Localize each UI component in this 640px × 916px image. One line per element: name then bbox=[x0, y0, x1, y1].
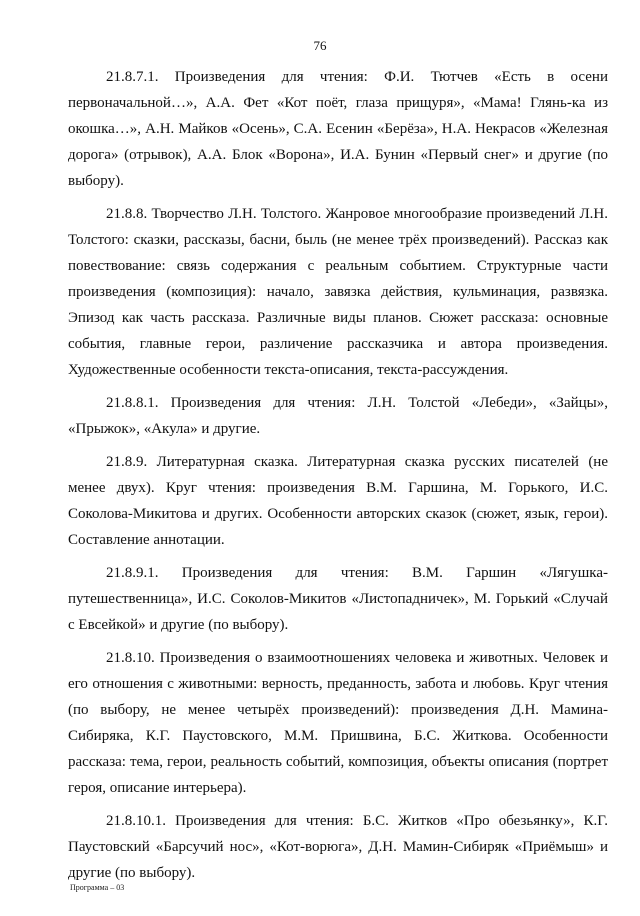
paragraph-21-8-9-1: 21.8.9.1. Произведения для чтения: В.М. Гаршин «Лягушка-путешественница», И.С. Соколов-Микитов «Листопадничек», М. Горький «Случай с Евсейкой» и другие (по выбору). bbox=[68, 565, 608, 633]
document-body bbox=[68, 64, 608, 893]
paragraph-21-8-9: 21.8.9. Литературная сказка. Литературная сказка русских писателей (не менее двух). Круг чтения: произведения В.М. Гаршина, М. Горького, И.С. Соколова-Микитова и других. Особенности авторских сказок (сюжет, язык, герои). Составление аннотации. bbox=[68, 454, 608, 548]
footer-label: Программа – 03 bbox=[70, 883, 125, 892]
page-number: 76 bbox=[313, 38, 327, 53]
paragraph-21-8-10: 21.8.10. Произведения о взаимоотношениях человека и животных. Человек и его отношения с животными: верность, преданность, забота и любовь. Круг чтения (по выбору, не менее четырёх произведений): произведения Д.Н. Мамина-Сибиряка, К.Г. Паустовского, М.М. Пришвина, Б.С. Житкова. Особенности рассказа: тема, герои, реальность событий, композиция, объекты описания (портрет героя, описание интерьера). bbox=[68, 650, 608, 796]
paragraph-21-8-10-1: 21.8.10.1. Произведения для чтения: Б.С. Житков «Про обезьянку», К.Г. Паустовский «Барсучий нос», «Кот-ворюга», Д.Н. Мамин-Сибиряк «Приёмыш» и другие (по выбору). bbox=[68, 813, 608, 881]
paragraph-21-8-7-1: 21.8.7.1. Произведения для чтения: Ф.И. Тютчев «Есть в осени первоначальной…», А.А. Фет «Кот поёт, глаза прищуря», «Мама! Глянь-ка из окошка…», А.Н. Майков «Осень», С.А. Есенин «Берёза», Н.А. Некрасов «Железная дорога» (отрывок), А.А. Блок «Ворона», И.А. Бунин «Первый снег» и другие (по выбору). bbox=[68, 69, 608, 189]
paragraph-21-8-8-1: 21.8.8.1. Произведения для чтения: Л.Н. Толстой «Лебеди», «Зайцы», «Прыжок», «Акула» и другие. bbox=[68, 395, 608, 437]
paragraph-21-8-8: 21.8.8. Творчество Л.Н. Толстого. Жанровое многообразие произведений Л.Н. Толстого: сказки, рассказы, басни, быль (не менее трёх произведений). Рассказ как повествование: связь содержания с реальным событием. Структурные части произведения (композиция): начало, завязка действия, кульминация, развязка. Эпизод как часть рассказа. Различные виды планов. Сюжет рассказа: основные события, главные герои, различение рассказчика и автора произведения. Художественные особенности текста-описания, текста-рассуждения. bbox=[68, 206, 608, 378]
